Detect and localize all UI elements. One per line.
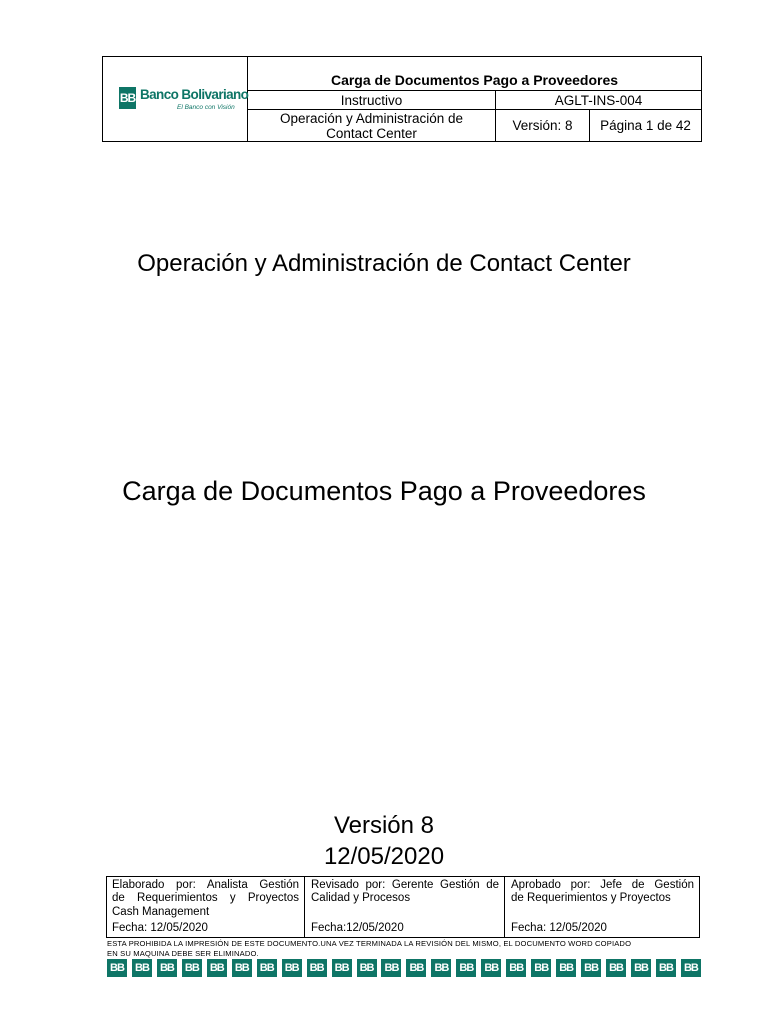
footer-logo-mark: BB (207, 959, 227, 977)
prepared-by-line3: Cash Management (112, 905, 210, 918)
approved-by-line2: de Requerimientos y Proyectos (511, 892, 671, 905)
reviewed-date: Fecha:12/05/2020 (311, 921, 404, 934)
reviewed-by-line2: Calidad y Procesos (311, 892, 411, 905)
header-doc-code: AGLT-INS-004 (496, 91, 701, 110)
footer-logo-mark: BB (381, 959, 401, 977)
header-title: Carga de Documentos Pago a Proveedores (248, 57, 701, 91)
approved-by-cell (506, 877, 699, 937)
reviewed-by-cell (306, 877, 505, 937)
header-area-line2: Contact Center (326, 125, 417, 141)
document-title: Carga de Documentos Pago a Proveedores (122, 476, 646, 506)
prepared-by-line2: de Requerimientos y Proyectos (112, 892, 299, 905)
footer-logo-mark: BB (182, 959, 202, 977)
department-heading: Operación y Administración de Contact Center (137, 250, 631, 277)
footer-logo-mark: BB (556, 959, 576, 977)
footer-logo-mark: BB (656, 959, 676, 977)
bank-logo (119, 83, 249, 117)
header-doc-type: Instructivo (248, 91, 496, 110)
approved-date: Fecha: 12/05/2020 (511, 921, 607, 934)
document-date: 12/05/2020 (323, 843, 445, 870)
footer-logo-mark: BB (232, 959, 252, 977)
document-header-table (102, 56, 702, 142)
footer-logo-mark: BB (581, 959, 601, 977)
header-area-line1: Operación y Administración de (279, 110, 464, 126)
header-area (248, 110, 496, 141)
footer-logo-mark: BB (631, 959, 651, 977)
footer-logo-mark: BB (157, 959, 177, 977)
footer-logo-mark: BB (132, 959, 152, 977)
prepared-by-line1: Elaborado por: Analista Gestión (112, 879, 299, 891)
footer-logo-mark: BB (431, 959, 451, 977)
approved-by-line1: Aprobado por: Jefe de Gestión (511, 879, 694, 891)
prepared-date: Fecha: 12/05/2020 (112, 921, 208, 934)
footer-logo-strip (107, 959, 701, 977)
bank-name: Banco Bolivariano (140, 87, 249, 102)
footer-logo-mark: BB (357, 959, 377, 977)
footer-logo-mark: BB (531, 959, 551, 977)
print-prohibition-notice (107, 939, 701, 959)
footer-logo-mark: BB (506, 959, 526, 977)
footer-logo-mark: BB (257, 959, 277, 977)
reviewed-by-line1: Revisado por: Gerente Gestión de (311, 879, 499, 891)
logo-cell (103, 57, 248, 141)
notice-line1: ESTA PROHIBIDA LA IMPRESIÓN DE ESTE DOCUMENTO.UNA VEZ TERMINADA LA REVISIÓN DEL MISMO, EL DOCUMENTO WORD COPIADO (107, 939, 632, 948)
notice-line2: EN SU MAQUINA DEBE SER ELIMINADO. (107, 949, 259, 958)
header-page-number: Página 1 de 42 (600, 118, 691, 133)
footer-logo-mark: BB (307, 959, 327, 977)
bank-logo-mark: BB (119, 87, 136, 109)
footer-logo-mark: BB (456, 959, 476, 977)
footer-logo-mark: BB (107, 959, 127, 977)
footer-logo-mark: BB (681, 959, 701, 977)
approval-table (106, 876, 700, 938)
footer-logo-mark: BB (332, 959, 352, 977)
prepared-by-cell (107, 877, 305, 937)
document-version: Versión 8 (333, 812, 435, 839)
header-version: Versión: 8 (496, 110, 590, 141)
bank-tagline: El Banco con Visión (177, 104, 235, 111)
footer-logo-mark: BB (282, 959, 302, 977)
footer-logo-mark: BB (406, 959, 426, 977)
footer-logo-mark: BB (606, 959, 626, 977)
footer-logo-mark: BB (481, 959, 501, 977)
